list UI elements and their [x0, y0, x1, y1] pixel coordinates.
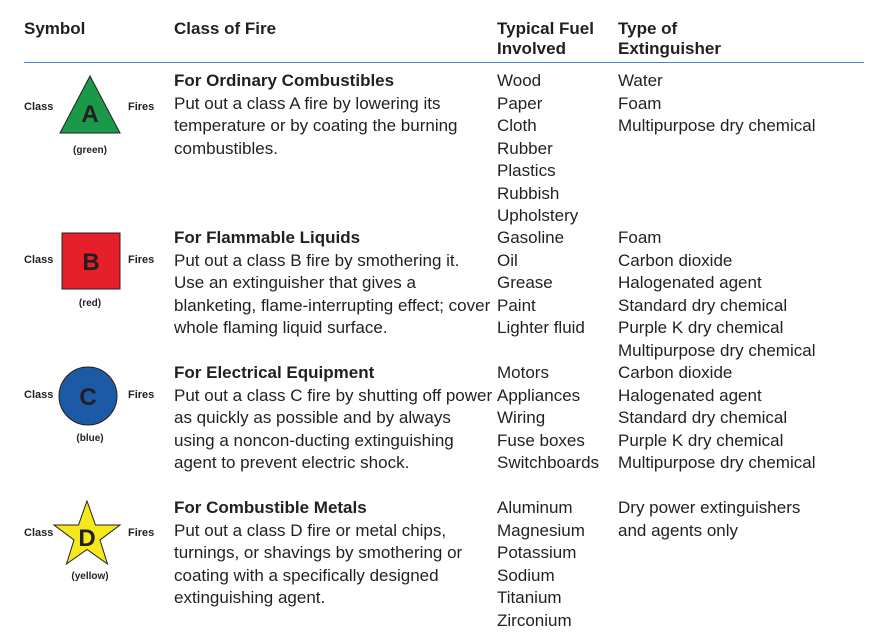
class-label: Class	[24, 254, 54, 266]
header-fuel-line2: Involved	[497, 39, 566, 58]
fuel-item: Oil	[497, 250, 518, 270]
fuel-item: Fuse boxes	[497, 430, 585, 450]
fuel-item: Rubbish	[497, 183, 560, 203]
description-c	[174, 362, 494, 475]
description-b	[174, 227, 494, 340]
extinguisher-item: and agents only	[618, 520, 739, 540]
header-extinguisher	[618, 19, 721, 59]
fuel-item: Rubber	[497, 138, 553, 158]
description-d	[174, 497, 494, 610]
extinguisher-item: Standard dry chemical	[618, 408, 788, 427]
extinguisher-item: Carbon dioxide	[618, 363, 733, 382]
class-label: Class	[24, 527, 54, 539]
fuel-item: Potassium	[497, 543, 577, 562]
extinguisher-list-b	[618, 227, 815, 362]
fuel-item: Sodium	[497, 565, 555, 585]
header-ext-line2: Extinguisher	[618, 39, 721, 58]
class-title-b: For Flammable Liquids	[174, 228, 361, 247]
fuel-item: Gasoline	[497, 228, 565, 247]
fuel-item: Paint	[497, 295, 536, 315]
fuel-list-c	[497, 362, 599, 475]
extinguisher-item: Water	[618, 71, 663, 90]
green-triangle-icon	[58, 72, 122, 136]
extinguisher-item: Purple K dry chemical	[618, 318, 784, 337]
symbol-cell-c	[0, 362, 170, 472]
class-label: Class	[24, 101, 54, 113]
extinguisher-item: Multipurpose dry chemical	[618, 116, 816, 135]
extinguisher-list-c	[618, 362, 815, 475]
color-label-blue: (blue)	[76, 433, 104, 444]
extinguisher-item: Purple K dry chemical	[618, 430, 784, 450]
fuel-item: Zirconium	[497, 610, 572, 630]
extinguisher-item: Halogenated agent	[618, 385, 762, 405]
extinguisher-list-d	[618, 497, 800, 542]
fuel-item: Cloth	[497, 116, 537, 135]
fuel-item: Lighter fluid	[497, 318, 585, 337]
header-class-of-fire: Class of Fire	[174, 19, 277, 38]
fuel-item: Appliances	[497, 385, 581, 405]
fires-label: Fires	[128, 389, 155, 401]
fuel-item: Motors	[497, 363, 549, 382]
class-label: Class	[24, 389, 54, 401]
extinguisher-item: Standard dry chemical	[618, 295, 788, 315]
class-body-d: Put out a class D fire or metal chips, turnings, or shavings by smothering or coating with a specifically designed extinguishing agent.	[174, 520, 463, 607]
header-divider	[24, 62, 864, 63]
fuel-item: Paper	[497, 93, 543, 113]
symbol-cell-d	[0, 497, 170, 607]
fuel-item: Plastics	[497, 161, 556, 180]
extinguisher-item: Halogenated agent	[618, 273, 762, 292]
header-fuel	[497, 19, 594, 59]
blue-circle-icon	[57, 365, 119, 427]
fuel-item: Magnesium	[497, 520, 585, 540]
fuel-item: Switchboards	[497, 453, 600, 472]
fuel-item: Wood	[497, 71, 542, 90]
description-a	[174, 70, 494, 160]
extinguisher-item: Foam	[618, 228, 662, 247]
fuel-item: Upholstery	[497, 206, 579, 225]
color-label-red: (red)	[78, 298, 102, 309]
fires-label: Fires	[128, 527, 155, 539]
red-square-icon	[61, 232, 121, 290]
fuel-list-b	[497, 227, 585, 340]
extinguisher-item: Dry power extinguishers	[618, 498, 801, 517]
symbol-cell-a	[0, 70, 170, 180]
header-symbol: Symbol	[24, 19, 86, 38]
fuel-item: Aluminum	[497, 498, 573, 517]
symbol-letter-d: D	[78, 525, 96, 552]
symbol-letter-b: B	[82, 249, 100, 276]
class-title-a: For Ordinary Combustibles	[174, 71, 395, 90]
fuel-item: Grease	[497, 273, 553, 292]
color-label-green: (green)	[73, 145, 107, 156]
class-body-a: Put out a class A fire by lowering its temperature or by coating the burning combustibles.	[174, 93, 458, 158]
fuel-item: Titanium	[497, 588, 562, 607]
extinguisher-item: Foam	[618, 93, 662, 113]
extinguisher-item: Multipurpose dry chemical	[618, 453, 816, 472]
fuel-list-d	[497, 497, 585, 632]
class-title-c: For Electrical Equipment	[174, 363, 375, 382]
header-fuel-line1: Typical Fuel	[497, 19, 594, 38]
fuel-item: Wiring	[497, 408, 546, 427]
class-body-b: Put out a class B fire by smothering it. Use an extinguisher that gives a blanketing, flame-interrupting effect; cover whole flaming liquid surface.	[174, 250, 491, 337]
yellow-star-icon	[52, 499, 122, 567]
class-body-c: Put out a class C fire by shutting off power as quickly as possible and by always using a noncon-ducting extinguishing agent to prevent electric shock.	[174, 385, 493, 472]
symbol-letter-c: C	[79, 384, 97, 411]
header-ext-line1: Type of	[618, 19, 678, 38]
extinguisher-item: Carbon dioxide	[618, 250, 733, 270]
symbol-cell-b	[0, 227, 170, 337]
color-label-yellow: (yellow)	[71, 571, 109, 582]
fuel-list-a	[497, 70, 578, 228]
symbol-letter-a: A	[81, 101, 99, 128]
fires-label: Fires	[128, 254, 155, 266]
extinguisher-list-a	[618, 70, 815, 138]
class-title-d: For Combustible Metals	[174, 498, 367, 517]
fires-label: Fires	[128, 101, 155, 113]
extinguisher-item: Multipurpose dry chemical	[618, 340, 816, 360]
